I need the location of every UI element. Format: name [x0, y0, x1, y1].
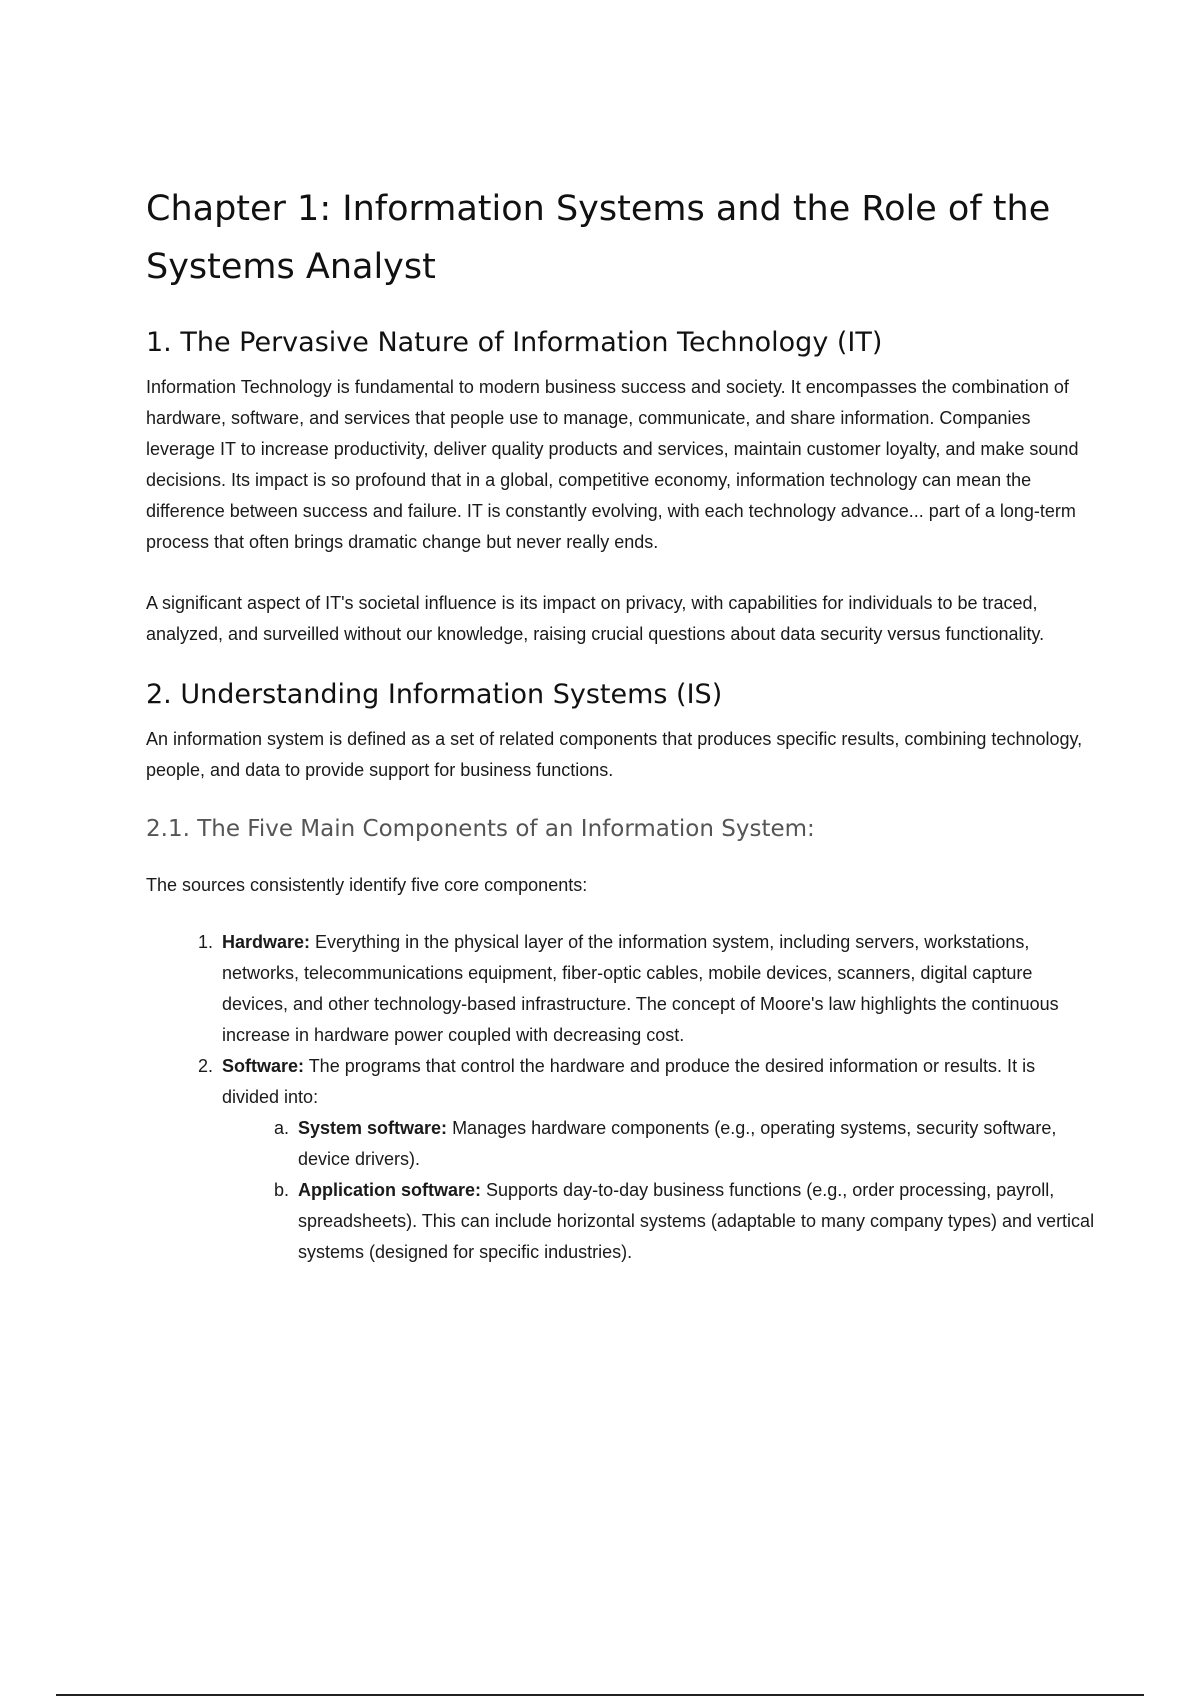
- paragraph-components-intro: The sources consistently identify five core components:: [146, 875, 588, 895]
- section-heading-it: 1. The Pervasive Nature of Information Technology (IT): [146, 327, 883, 358]
- term-hardware: Hardware:: [222, 932, 311, 952]
- paragraph-is-definition: An information system is defined as a set of related components that produces specific results, combining technology, people, and data to provide support for business functions.: [146, 729, 1083, 780]
- document-page: [146, 180, 1096, 1268]
- term-software: Software:: [222, 1056, 305, 1076]
- term-system-software: System software:: [298, 1118, 448, 1138]
- list-item-application-software: [294, 1175, 1096, 1268]
- components-list: [146, 927, 1096, 1268]
- description-hardware: Everything in the physical layer of the information system, including servers, workstations, networks, telecommunications equipment, fiber-optic cables, mobile devices, scanners, digital capture devices, and other technology-based infrastructure. The concept of Moore's law highlights the continuous increase in hardware power coupled with decreasing cost.: [222, 932, 1059, 1045]
- description-application-software: Supports day-to-day business functions (e.g., order processing, payroll, spreadsheets). This can include horizontal systems (adaptable to many company types) and vertical systems (designed for specific industries).: [298, 1180, 1095, 1262]
- section-heading-is: 2. Understanding Information Systems (IS): [146, 679, 723, 710]
- term-application-software: Application software:: [298, 1180, 482, 1200]
- list-item-system-software: [294, 1113, 1096, 1175]
- chapter-title: Chapter 1: Information Systems and the Role of the Systems Analyst: [146, 189, 1051, 287]
- paragraph-it-overview: Information Technology is fundamental to modern business success and society. It encompasses the combination of hardware, software, and services that people use to manage, communicate, and share information. Companies leverage IT to increase productivity, deliver quality products and services, maintain customer loyalty, and make sound decisions. Its impact is so profound that in a global, competitive economy, information technology can mean the difference between success and failure. IT is constantly evolving, with each technology advance... part of a long-term process that often brings dramatic change but never really ends.: [146, 377, 1079, 552]
- footer-divider: [56, 1694, 1144, 1696]
- paragraph-it-privacy: A significant aspect of IT's societal influence is its impact on privacy, with capabilities for individuals to be traced, analyzed, and surveilled without our knowledge, raising crucial questions about data security versus functionality.: [146, 593, 1045, 644]
- software-types-list: [222, 1113, 1096, 1268]
- list-item-software: [218, 1051, 1096, 1268]
- description-software: The programs that control the hardware and produce the desired information or results. It is divided into:: [222, 1056, 1036, 1107]
- description-system-software: Manages hardware components (e.g., operating systems, security software, device drivers).: [298, 1118, 1057, 1169]
- list-item-hardware: [218, 927, 1096, 1051]
- subsection-heading-components: 2.1. The Five Main Components of an Information System:: [146, 816, 815, 842]
